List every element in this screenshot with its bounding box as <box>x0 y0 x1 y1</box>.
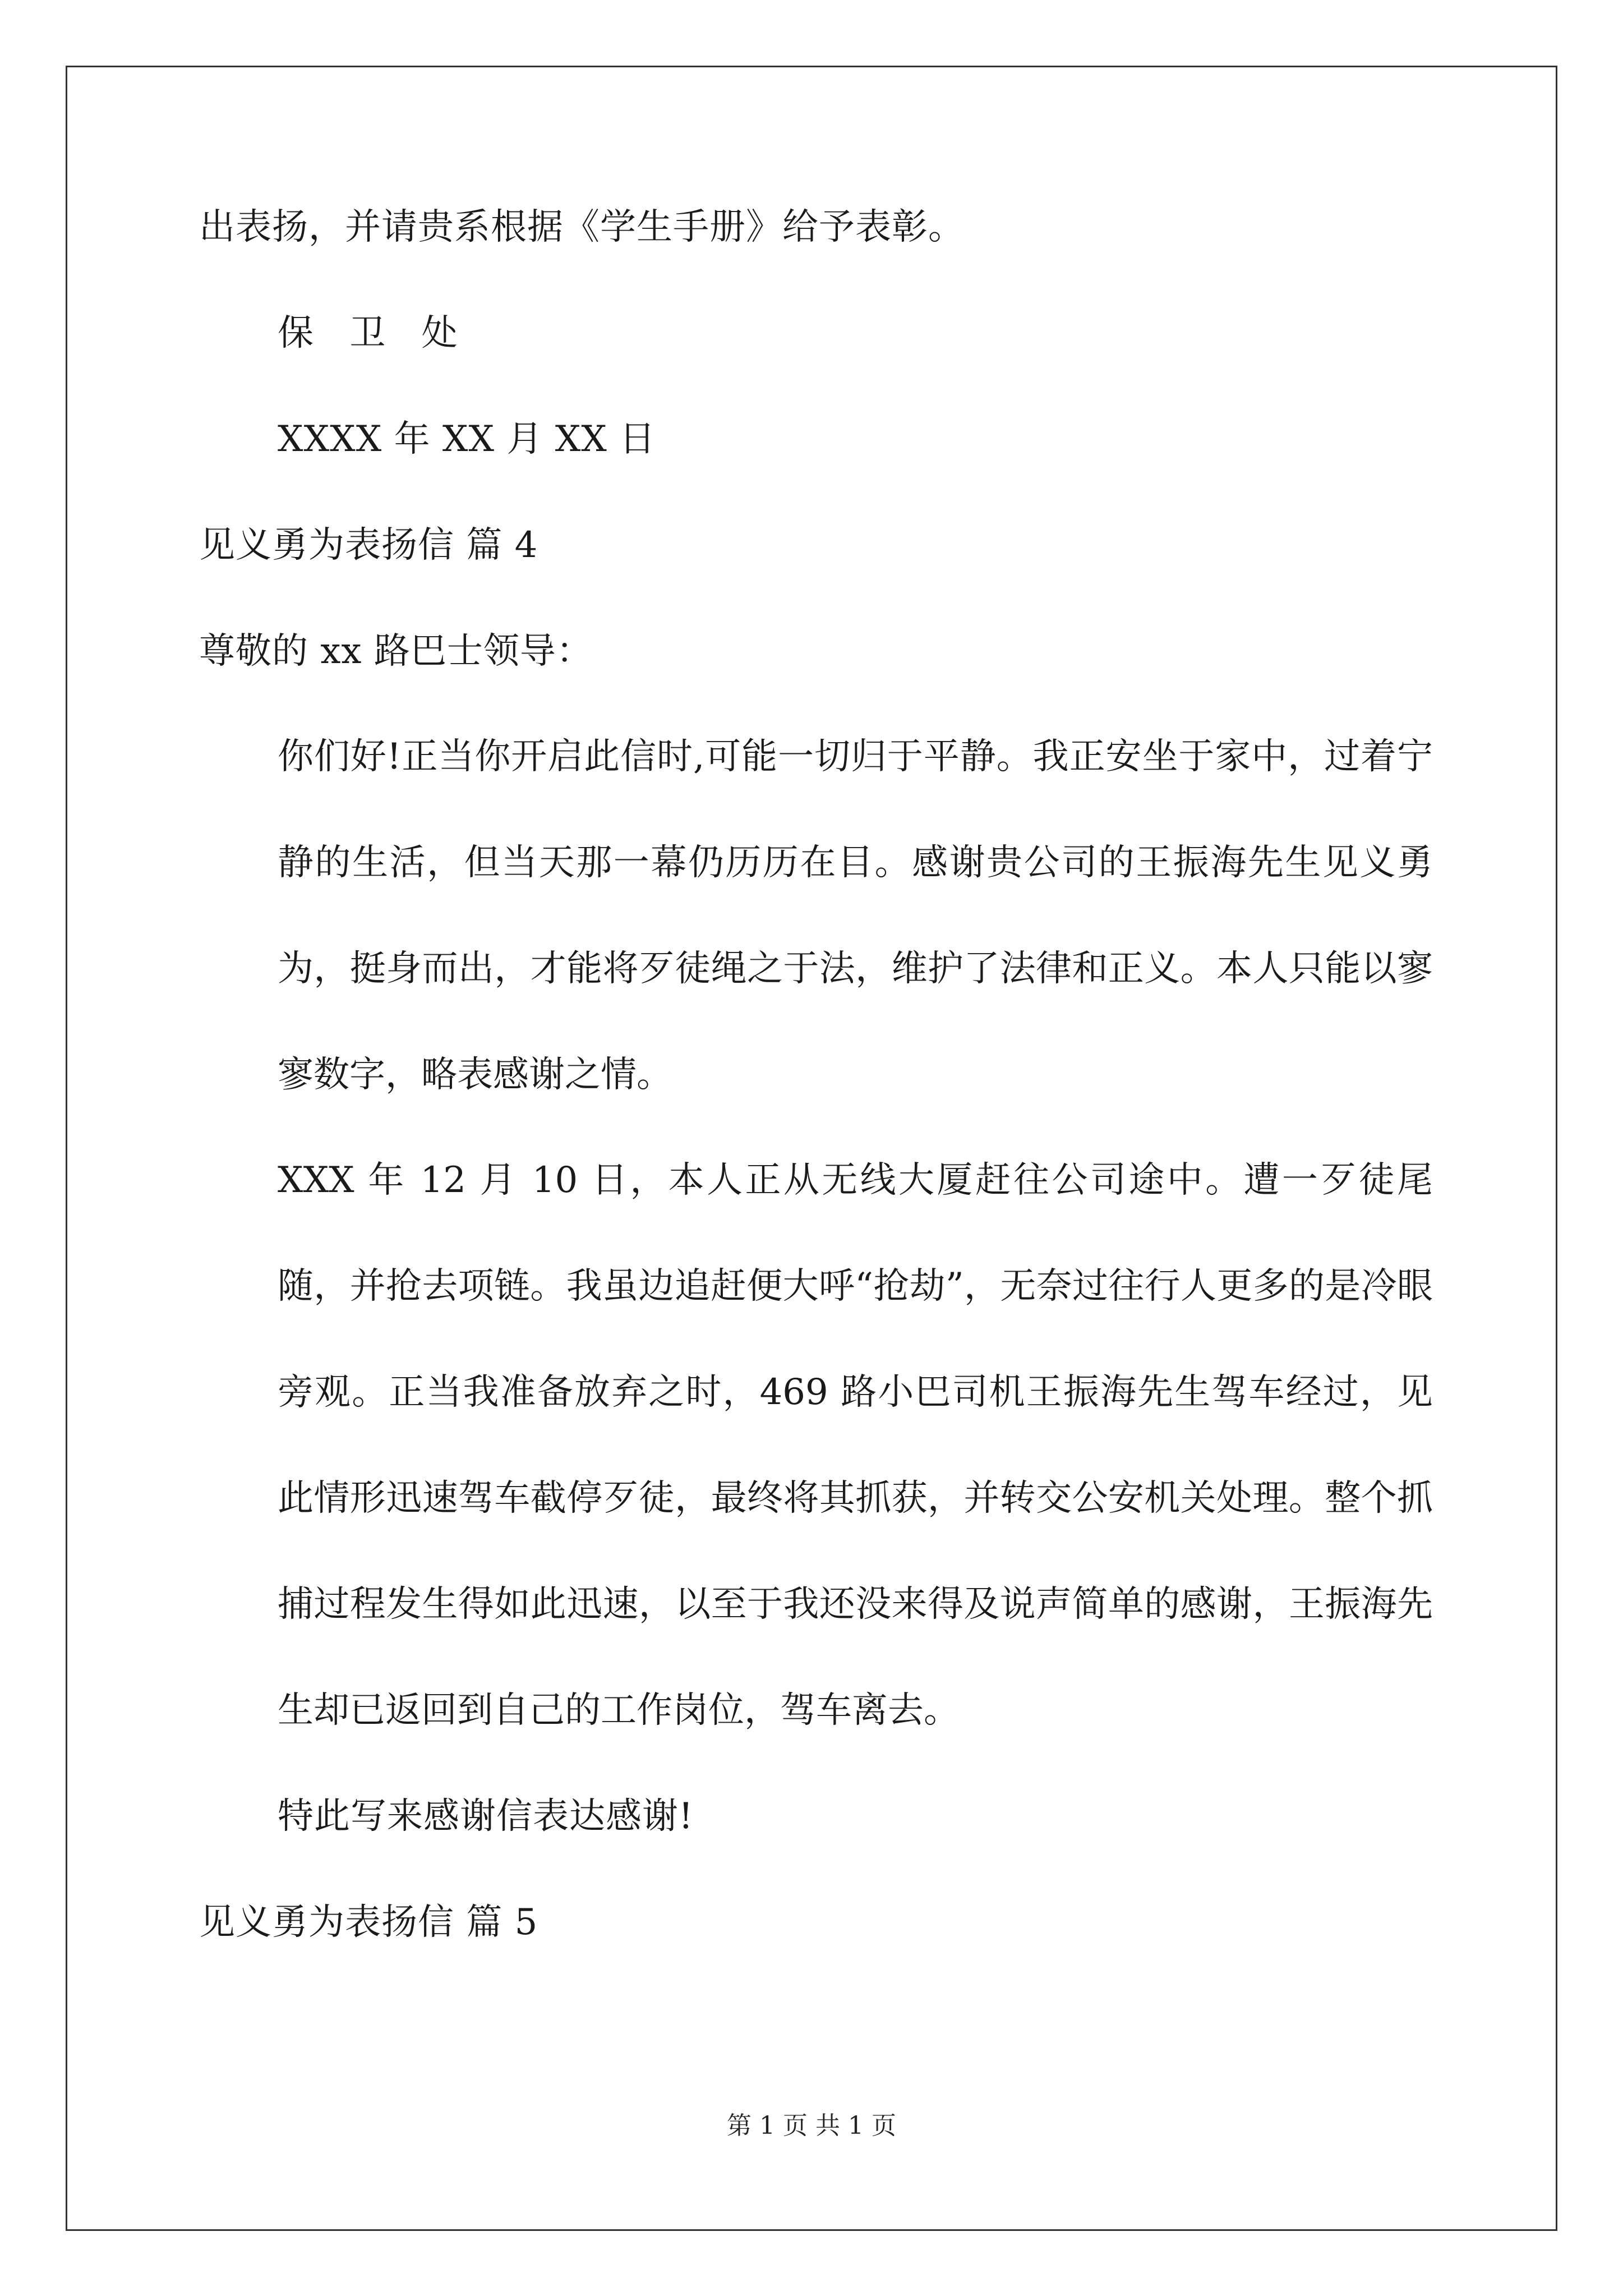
section-heading-4: 见义勇为表扬信 篇 4 <box>199 524 538 566</box>
page-footer: 第 1 页 共 1 页 <box>727 2111 896 2140</box>
document-body <box>199 202 1433 2003</box>
section-heading-5: 见义勇为表扬信 篇 5 <box>199 1902 538 1943</box>
paragraph-text: XXX 年 12 月 10 日，本人正从无线大厦赶往公司途中。遭一歹徒尾随，并抢去项链。我虽边追赶便大呼“抢劫”，无奈过往行人更多的是冷眼旁观。正当我准备放弃之时，469 路小巴司机王振海先生驾车经过，见此情形迅速驾车截停歹徒，最终将其抓获，并转交公安机关处理。整个抓捕过程发生得如此迅速，以至于我还没来得及说声简单的感谢，王振海先生却已返回到自己的工作岗位，驾车离去。 <box>278 1159 1433 1731</box>
closing-line: 特此写来感谢信表达感谢! <box>278 1796 694 1837</box>
continued-text-line: 出表扬，并请贵系根据《学生手册》给予表彰。 <box>199 206 965 248</box>
salutation: 尊敬的 xx 路巴士领导： <box>199 631 593 672</box>
signature-date: XXXX 年 XX 月 XX 日 <box>278 418 656 460</box>
paragraph-text: 你们好!正当你开启此信时,可能一切归于平静。我正安坐于家中，过着宁静的生活，但当天那一幕仍历历在目。感谢贵公司的王振海先生见义勇为，挺身而出，才能将歹徒绳之于法，维护了法律和正义。本人只能以寥寥数字，略表感谢之情。 <box>278 736 1433 1096</box>
paragraph-incident <box>199 1128 1433 1764</box>
paragraph-greeting <box>199 704 1433 1128</box>
signature-department: 保 卫 处 <box>278 312 470 354</box>
